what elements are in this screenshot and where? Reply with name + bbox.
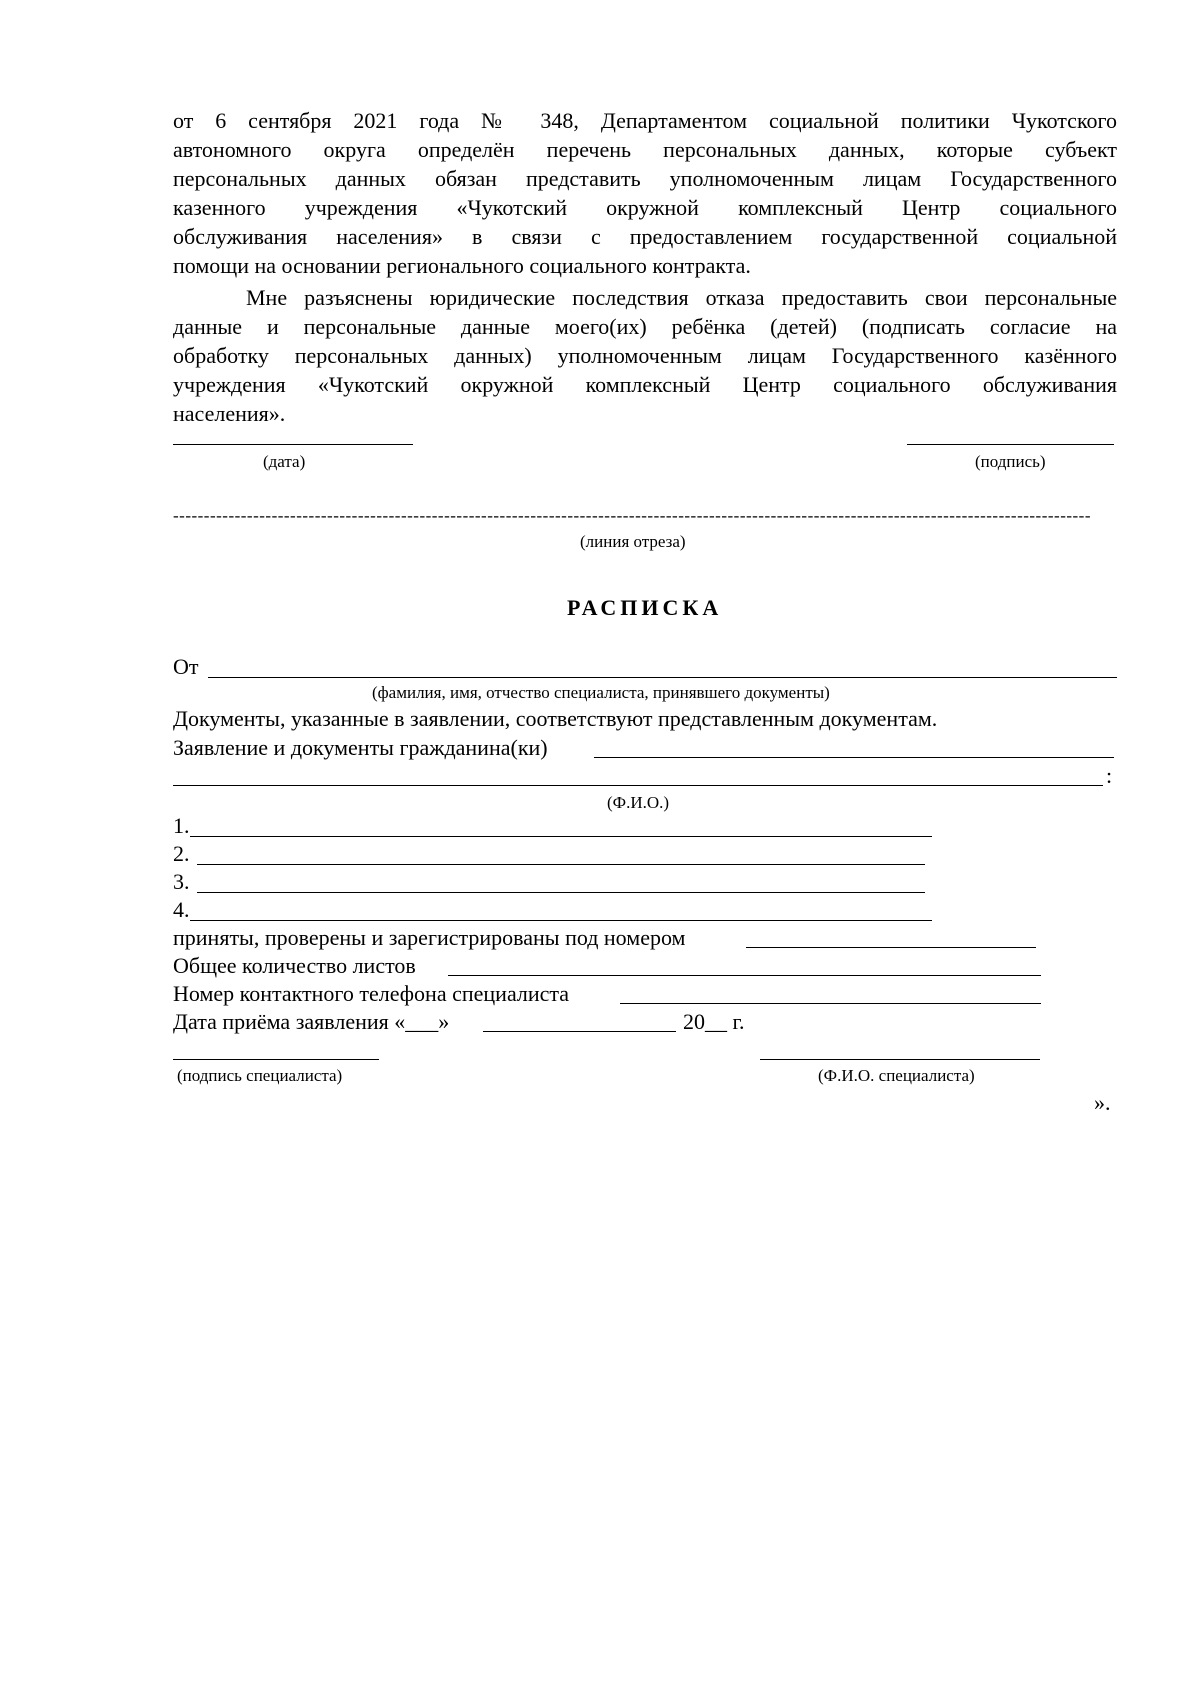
application-label: Заявление и документы гражданина(ки) [173,735,548,760]
date-line[interactable] [173,444,413,445]
from-field-line[interactable] [208,677,1117,678]
item-line-2[interactable] [197,864,925,865]
signature-caption: (подпись) [975,452,1046,471]
reception-month-line[interactable] [483,1031,676,1032]
from-label: От [173,654,199,679]
sheets-label: Общее количество листов [173,953,416,978]
item-line-3[interactable] [197,892,925,893]
text-line: от 6 сентября 2021 года № 348, Департаментом социальной политики Чукотского [173,108,1117,133]
applicant-name-line-2[interactable] [173,785,1103,786]
item-number: 4. [173,897,190,922]
from-caption: (фамилия, имя, отчество специалиста, принявшего документы) [372,683,830,702]
year-label: 20__ г. [683,1009,745,1034]
item-number: 1. [173,813,190,838]
text-line: помощи на основании регионального социального контракта. [173,253,751,278]
applicant-name-line[interactable] [594,757,1114,758]
text-line: учреждения «Чукотский окружной комплексный Центр социального обслуживания [173,372,1117,397]
specialist-fio-caption: (Ф.И.О. специалиста) [818,1066,975,1085]
phone-label: Номер контактного телефона специалиста [173,981,570,1006]
item-number: 2. [173,841,190,866]
phone-line[interactable] [620,1003,1041,1004]
sheets-count-line[interactable] [448,975,1041,976]
specialist-signature-caption: (подпись специалиста) [177,1066,343,1085]
registration-number-line[interactable] [746,947,1036,948]
text-line: персональных данных обязан представить уполномоченным лицам Государственного [173,166,1117,191]
text-line: Мне разъяснены юридические последствия отказа предоставить свои персональные [246,285,1117,310]
text-line: обработку персональных данных) уполномоченным лицам Государственного казённого [173,343,1117,368]
closing-mark: ». [1094,1090,1111,1115]
text-line: населения». [173,401,286,426]
date-label: Дата приёма заявления «___» [173,1009,450,1034]
cut-line-caption: (линия отреза) [580,532,686,551]
fio-caption: (Ф.И.О.) [607,793,670,812]
consent-paragraph-2 [173,283,1117,428]
signature-line[interactable] [907,444,1114,445]
date-caption: (дата) [263,452,306,471]
docs-match-text: Документы, указанные в заявлении, соответствуют представленным документам. [173,706,938,731]
receipt-title: РАСПИСКА [567,595,723,620]
consent-paragraph-1 [173,106,1117,280]
item-number: 3. [173,869,190,894]
specialist-fio-line[interactable] [760,1059,1040,1060]
accepted-label: приняты, проверены и зарегистрированы под номером [173,925,686,950]
text-line: казенного учреждения «Чукотский окружной комплексный Центр социального [173,195,1117,220]
text-line: автономного округа определён перечень персональных данных, которые субъект [173,137,1117,162]
text-line: обслуживания населения» в связи с предоставлением государственной социальной [173,224,1117,249]
specialist-signature-line[interactable] [173,1059,379,1060]
colon-mark: : [1106,763,1113,788]
item-line-4[interactable] [190,920,932,921]
text-line: данные и персональные данные моего(их) ребёнка (детей) (подписать согласие на [173,314,1117,339]
cut-line: ----------------------------------------------------------------------------------------------------------------------------------------------------- [173,506,1092,525]
item-line-1[interactable] [190,836,932,837]
